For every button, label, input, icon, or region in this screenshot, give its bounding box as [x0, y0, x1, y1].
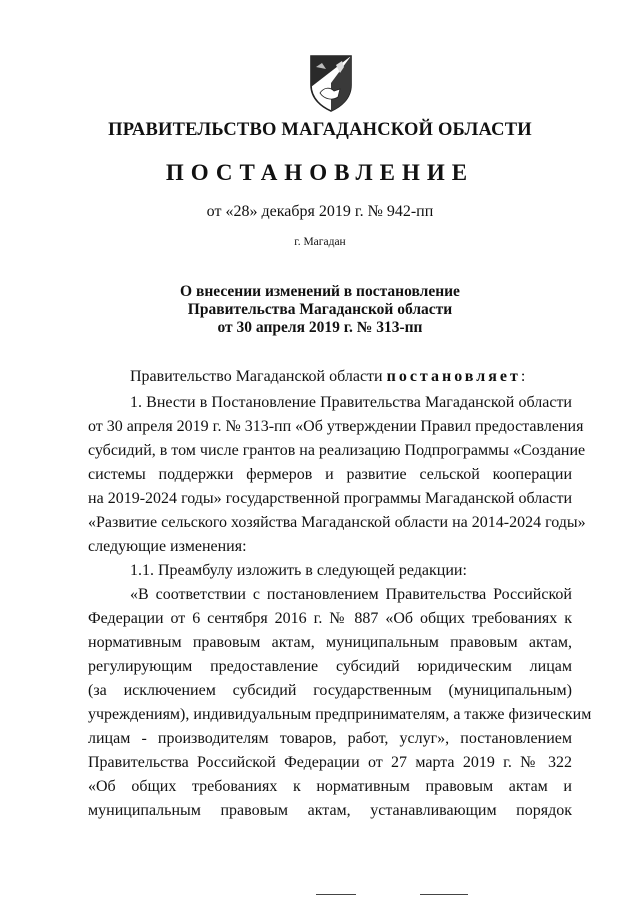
intro-decree-word: постановляет — [386, 368, 521, 385]
p1-1-line: 1.1. Преамбулу изложить в следующей редакции: — [130, 562, 467, 579]
p1-line-1: 1. Внести в Постановление Правительства Магаданской области — [130, 394, 572, 411]
p1-line-6: «Развитие сельского хозяйства Магаданской области на 2014-2024 годы» — [88, 514, 586, 531]
p2-line-6: учреждениям), индивидуальным предпринимателям, а также физическим — [88, 706, 592, 723]
date-and-number: от «28» декабря 2019 г. № 942-пп — [206, 203, 434, 220]
p2-line-7: лицам - производителям товаров, работ, услуг», постановлением — [88, 730, 572, 747]
coat-of-arms-icon — [308, 53, 354, 113]
government-name: ПРАВИТЕЛЬСТВО МАГАДАНСКОЙ ОБЛАСТИ — [108, 120, 532, 140]
p2-line-5: (за исключением субсидий государственным (муниципальным) — [88, 682, 572, 699]
p2-line-4: регулирующим предоставление субсидий юридическим лицам — [88, 658, 572, 675]
intro-colon: : — [520, 368, 526, 385]
intro-text: Правительство Магаданской области — [130, 368, 387, 385]
intro-line — [130, 367, 525, 386]
city: г. Магадан — [294, 236, 346, 248]
title-line-2: Правительства Магаданской области — [187, 301, 453, 318]
p1-line-7: следующие изменения: — [88, 538, 247, 555]
title-line-1: О внесении изменений в постановление — [180, 283, 460, 300]
title-line-3: от 30 апреля 2019 г. № 313-пп — [217, 319, 423, 336]
p2-line-3: нормативным правовым актам, муниципальным правовым актам, — [88, 634, 572, 651]
scan-mark-1 — [316, 894, 356, 895]
scan-mark-2 — [420, 894, 468, 895]
p2-line-10: муниципальным правовым актам, устанавливающим порядок — [88, 802, 572, 819]
document-type: ПОСТАНОВЛЕНИЕ — [165, 160, 475, 185]
p2-line-8: Правительства Российской Федерации от 27 марта 2019 г. № 322 — [88, 754, 572, 771]
p1-line-5: на 2019-2024 годы» государственной программы Магаданской области — [88, 490, 572, 507]
p1-line-2: от 30 апреля 2019 г. № 313-пп «Об утверждении Правил предоставления — [88, 418, 584, 435]
p2-line-2: Федерации от 6 сентября 2016 г. № 887 «Об общих требованиях к — [88, 610, 572, 627]
p2-line-1: «В соответствии с постановлением Правительства Российской — [130, 586, 572, 603]
p1-line-4: системы поддержки фермеров и развитие сельской кооперации — [88, 466, 572, 483]
p2-line-9: «Об общих требованиях к нормативным правовым актам и — [88, 778, 572, 795]
p1-line-3: субсидий, в том числе грантов на реализацию Подпрограммы «Создание — [88, 442, 586, 459]
